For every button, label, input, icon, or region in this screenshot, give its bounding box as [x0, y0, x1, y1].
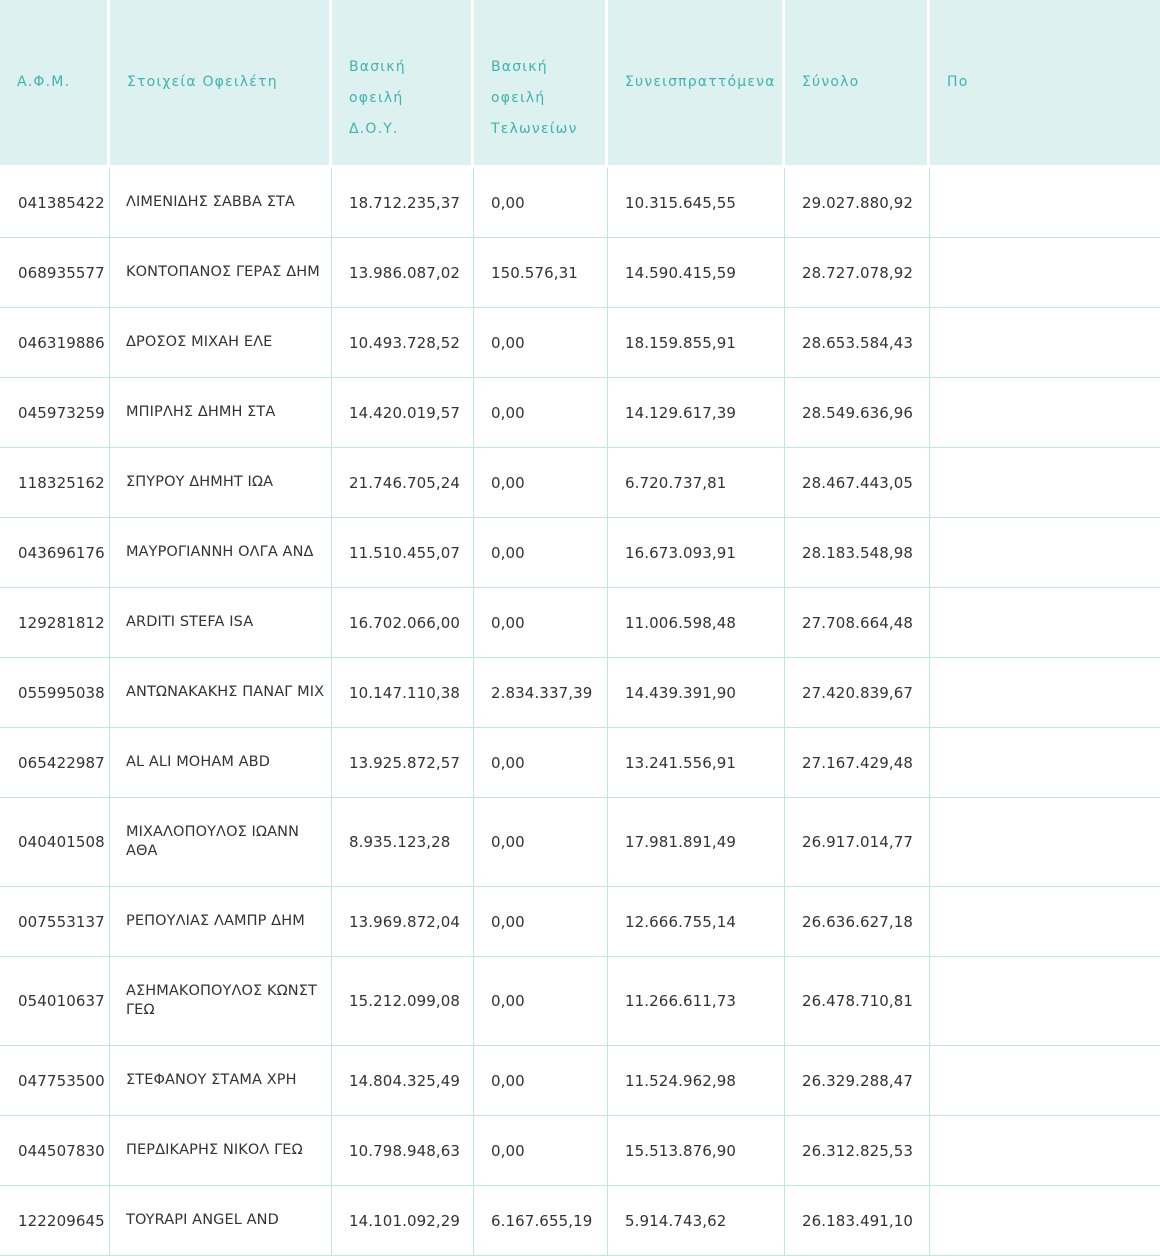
cell-afm: 065422987 [0, 728, 110, 798]
table-row [0, 728, 1160, 798]
cell-co-collected: 13.241.556,91 [608, 728, 785, 798]
cell-afm: 043696176 [0, 518, 110, 588]
cell-afm: 054010637 [0, 957, 110, 1046]
header-customs-debt: Βασική οφειλή Τελωνείων [474, 0, 608, 168]
table-row [0, 378, 1160, 448]
cell-total: 26.636.627,18 [785, 887, 930, 957]
cell-co-collected: 14.439.391,90 [608, 658, 785, 728]
header-debtor-details: Στοιχεία Οφειλέτη [110, 0, 332, 168]
cell-co-collected: 6.720.737,81 [608, 448, 785, 518]
cell-co-collected: 18.159.855,91 [608, 308, 785, 378]
cell-truncated [930, 957, 1160, 1046]
cell-debtor-name: ΣΤΕΦΑΝΟΥ ΣΤΑΜΑ ΧΡΗ [110, 1046, 332, 1116]
cell-truncated [930, 798, 1160, 887]
cell-afm: 129281812 [0, 588, 110, 658]
cell-total: 28.549.636,96 [785, 378, 930, 448]
table-row [0, 518, 1160, 588]
table-row [0, 1046, 1160, 1116]
cell-co-collected: 12.666.755,14 [608, 887, 785, 957]
cell-total: 29.027.880,92 [785, 168, 930, 238]
cell-debtor-name: ΠΕΡΔΙΚΑΡΗΣ ΝΙΚΟΛ ΓΕΩ [110, 1116, 332, 1186]
cell-doy-debt: 18.712.235,37 [332, 168, 474, 238]
cell-truncated [930, 658, 1160, 728]
cell-truncated [930, 588, 1160, 658]
cell-truncated [930, 168, 1160, 238]
cell-total: 27.167.429,48 [785, 728, 930, 798]
cell-doy-debt: 14.101.092,29 [332, 1186, 474, 1256]
table-row [0, 957, 1160, 1046]
table-row [0, 1116, 1160, 1186]
cell-co-collected: 5.914.743,62 [608, 1186, 785, 1256]
cell-afm: 007553137 [0, 887, 110, 957]
header-afm: Α.Φ.Μ. [0, 0, 110, 168]
cell-customs-debt: 2.834.337,39 [474, 658, 608, 728]
cell-customs-debt: 0,00 [474, 798, 608, 887]
cell-total: 26.917.014,77 [785, 798, 930, 887]
cell-debtor-name: ΜΙΧΑΛΟΠΟΥΛΟΣ ΙΩΑΝΝ ΑΘΑ [110, 798, 332, 887]
cell-co-collected: 16.673.093,91 [608, 518, 785, 588]
header-doy-debt: Βασική οφειλή Δ.Ο.Υ. [332, 0, 474, 168]
cell-total: 28.467.443,05 [785, 448, 930, 518]
header-co-collected: Συνεισπραττόμενα [608, 0, 785, 168]
cell-customs-debt: 0,00 [474, 588, 608, 658]
cell-doy-debt: 10.493.728,52 [332, 308, 474, 378]
cell-customs-debt: 0,00 [474, 448, 608, 518]
cell-debtor-name: ΑΝΤΩΝΑΚΑΚΗΣ ΠΑΝΑΓ ΜΙΧ [110, 658, 332, 728]
cell-afm: 047753500 [0, 1046, 110, 1116]
cell-co-collected: 14.590.415,59 [608, 238, 785, 308]
cell-debtor-name: ΜΑΥΡΟΓΙΑΝΝΗ ΟΛΓΑ ΑΝΔ [110, 518, 332, 588]
cell-truncated [930, 1116, 1160, 1186]
cell-truncated [930, 378, 1160, 448]
cell-truncated [930, 308, 1160, 378]
cell-customs-debt: 0,00 [474, 168, 608, 238]
cell-debtor-name: ΡΕΠΟΥΛΙΑΣ ΛΑΜΠΡ ΔΗΜ [110, 887, 332, 957]
table-body [0, 168, 1160, 1256]
cell-truncated [930, 1046, 1160, 1116]
cell-total: 26.329.288,47 [785, 1046, 930, 1116]
cell-truncated [930, 448, 1160, 518]
cell-afm: 041385422 [0, 168, 110, 238]
cell-customs-debt: 0,00 [474, 1116, 608, 1186]
cell-total: 26.183.491,10 [785, 1186, 930, 1256]
table-row [0, 887, 1160, 957]
cell-debtor-name: ΔΡΟΣΟΣ ΜΙΧΑΗ ΕΛΕ [110, 308, 332, 378]
cell-afm: 118325162 [0, 448, 110, 518]
cell-customs-debt: 0,00 [474, 308, 608, 378]
cell-customs-debt: 0,00 [474, 1046, 608, 1116]
cell-afm: 046319886 [0, 308, 110, 378]
table-row [0, 658, 1160, 728]
cell-total: 28.183.548,98 [785, 518, 930, 588]
header-truncated: Πο [930, 0, 1160, 168]
cell-co-collected: 10.315.645,55 [608, 168, 785, 238]
cell-afm: 122209645 [0, 1186, 110, 1256]
header-row [0, 0, 1160, 168]
cell-doy-debt: 13.969.872,04 [332, 887, 474, 957]
cell-afm: 045973259 [0, 378, 110, 448]
cell-total: 27.420.839,67 [785, 658, 930, 728]
cell-total: 28.727.078,92 [785, 238, 930, 308]
cell-total: 28.653.584,43 [785, 308, 930, 378]
cell-truncated [930, 887, 1160, 957]
cell-debtor-name: ΣΠΥΡΟΥ ΔΗΜΗΤ ΙΩΑ [110, 448, 332, 518]
cell-doy-debt: 14.804.325,49 [332, 1046, 474, 1116]
cell-debtor-name: ΑΣΗΜΑΚΟΠΟΥΛΟΣ ΚΩΝΣΤ ΓΕΩ [110, 957, 332, 1046]
table-row [0, 238, 1160, 308]
cell-co-collected: 11.266.611,73 [608, 957, 785, 1046]
cell-co-collected: 11.524.962,98 [608, 1046, 785, 1116]
cell-customs-debt: 6.167.655,19 [474, 1186, 608, 1256]
cell-debtor-name: ARDITI STEFA ISA [110, 588, 332, 658]
cell-afm: 055995038 [0, 658, 110, 728]
cell-customs-debt: 0,00 [474, 957, 608, 1046]
table-row [0, 448, 1160, 518]
table-row [0, 798, 1160, 887]
cell-co-collected: 15.513.876,90 [608, 1116, 785, 1186]
cell-afm: 068935577 [0, 238, 110, 308]
cell-afm: 040401508 [0, 798, 110, 887]
cell-doy-debt: 11.510.455,07 [332, 518, 474, 588]
table-row [0, 1186, 1160, 1256]
cell-doy-debt: 21.746.705,24 [332, 448, 474, 518]
table-row [0, 588, 1160, 658]
cell-customs-debt: 0,00 [474, 518, 608, 588]
cell-co-collected: 14.129.617,39 [608, 378, 785, 448]
cell-truncated [930, 238, 1160, 308]
cell-debtor-name: ΛΙΜΕΝΙΔΗΣ ΣΑΒΒΑ ΣΤΑ [110, 168, 332, 238]
cell-doy-debt: 10.147.110,38 [332, 658, 474, 728]
cell-doy-debt: 15.212.099,08 [332, 957, 474, 1046]
cell-truncated [930, 728, 1160, 798]
cell-doy-debt: 13.925.872,57 [332, 728, 474, 798]
cell-co-collected: 17.981.891,49 [608, 798, 785, 887]
cell-debtor-name: ΜΠΙΡΛΗΣ ΔΗΜΗ ΣΤΑ [110, 378, 332, 448]
cell-truncated [930, 1186, 1160, 1256]
cell-customs-debt: 0,00 [474, 378, 608, 448]
cell-doy-debt: 8.935.123,28 [332, 798, 474, 887]
cell-truncated [930, 518, 1160, 588]
cell-afm: 044507830 [0, 1116, 110, 1186]
cell-customs-debt: 0,00 [474, 887, 608, 957]
cell-debtor-name: AL ALI MOHAM ABD [110, 728, 332, 798]
cell-doy-debt: 13.986.087,02 [332, 238, 474, 308]
cell-total: 26.312.825,53 [785, 1116, 930, 1186]
cell-customs-debt: 150.576,31 [474, 238, 608, 308]
cell-doy-debt: 14.420.019,57 [332, 378, 474, 448]
cell-total: 26.478.710,81 [785, 957, 930, 1046]
table-row [0, 308, 1160, 378]
cell-doy-debt: 10.798.948,63 [332, 1116, 474, 1186]
cell-total: 27.708.664,48 [785, 588, 930, 658]
table-row [0, 168, 1160, 238]
cell-doy-debt: 16.702.066,00 [332, 588, 474, 658]
cell-debtor-name: ΚΟΝΤΟΠΑΝΟΣ ΓΕΡΑΣ ΔΗΜ [110, 238, 332, 308]
header-total: Σύνολο [785, 0, 930, 168]
cell-co-collected: 11.006.598,48 [608, 588, 785, 658]
cell-debtor-name: TOYRAPI ANGEL AND [110, 1186, 332, 1256]
cell-customs-debt: 0,00 [474, 728, 608, 798]
